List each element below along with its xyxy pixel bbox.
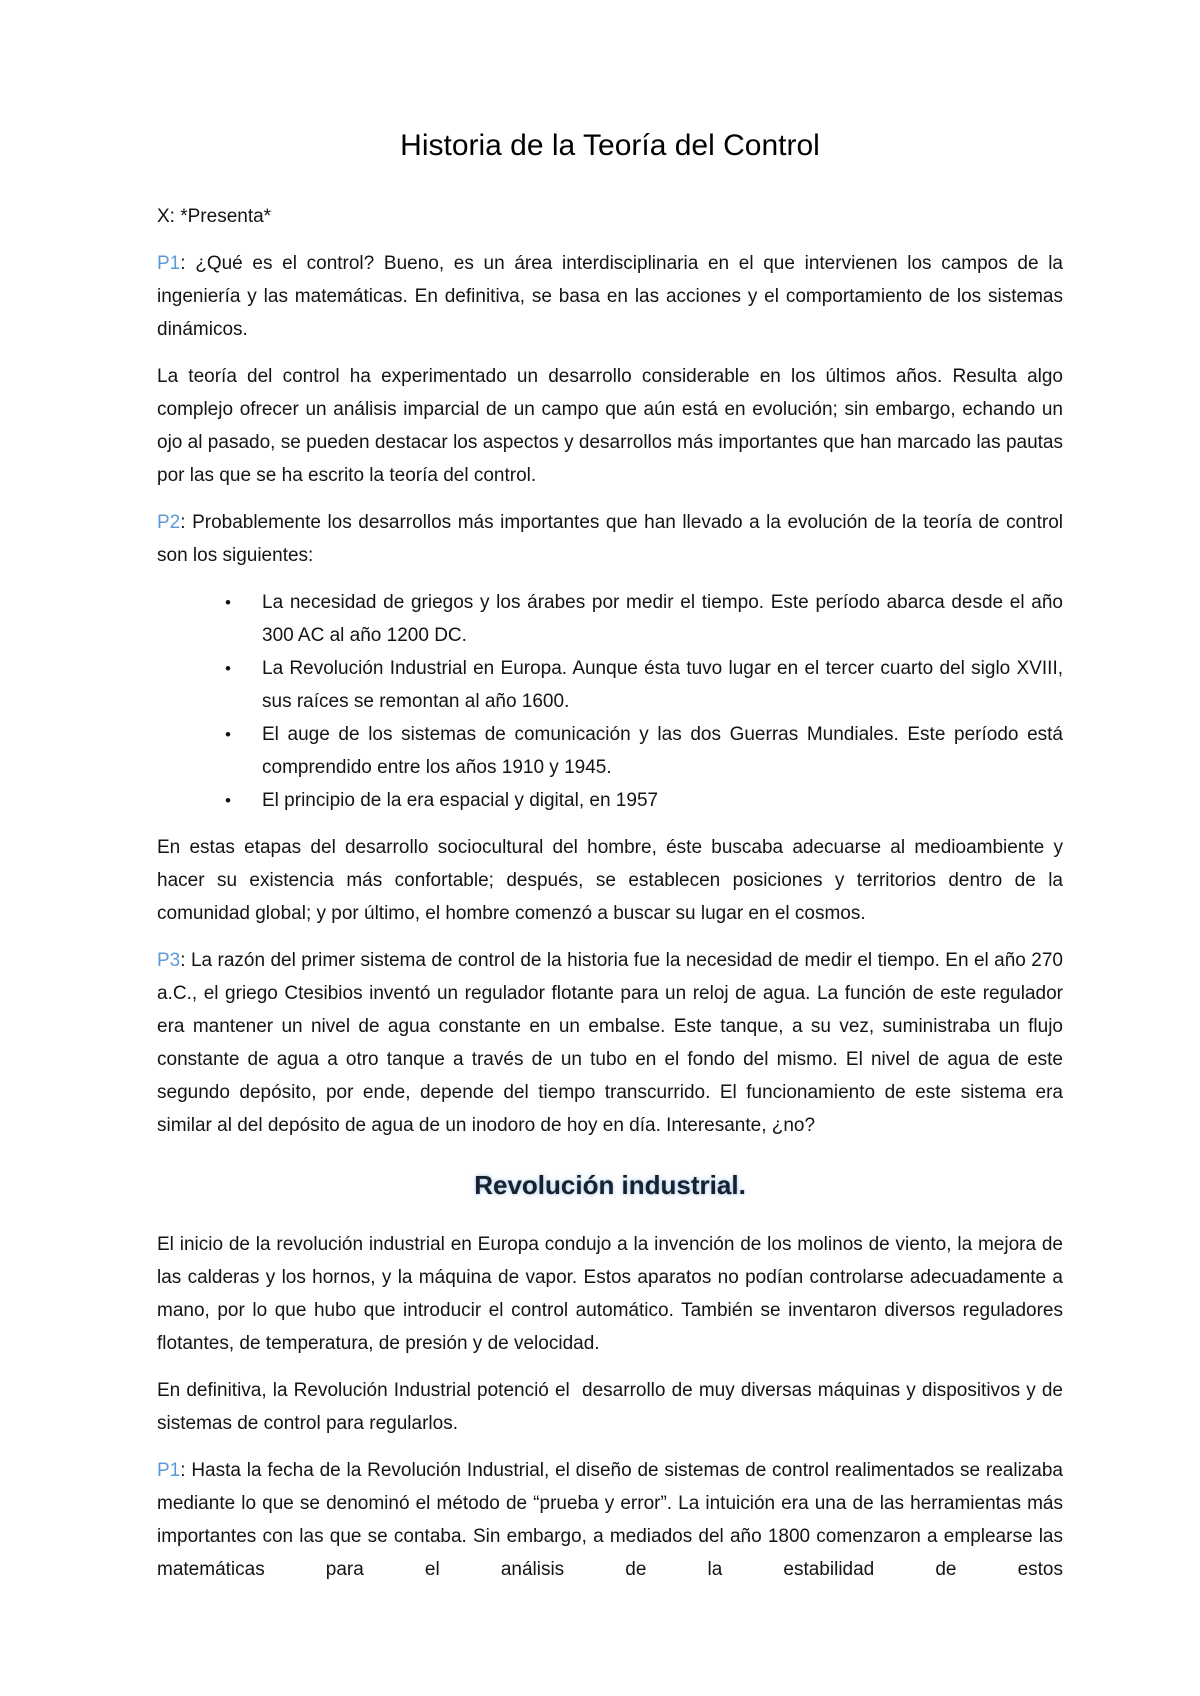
label-separator: : xyxy=(180,253,196,274)
paragraph-rev1 xyxy=(157,1228,1063,1360)
paragraph-label: P1 xyxy=(157,1460,181,1481)
label-separator: : xyxy=(180,950,191,971)
list-item-text: La necesidad de griegos y los árabes por medir el tiempo. Este período abarca desde el año 300 AC al año 1200 DC. xyxy=(262,592,1063,646)
label-separator: : xyxy=(180,512,193,533)
paragraph-rev2 xyxy=(157,1374,1063,1440)
paragraph-p2 xyxy=(157,506,1063,572)
paragraph-after-bullets xyxy=(157,831,1063,930)
paragraph-text: El inicio de la revolución industrial en Europa condujo a la invención de los molinos de viento, la mejora de las calderas y los hornos, y la máquina de vapor. Estos aparatos no podían controlarse adecuadamente a mano, por lo que hubo que introducir el control automático. También se inventaron diversos reguladores flotantes, de temperatura, de presión y de velocidad. xyxy=(157,1234,1063,1354)
paragraph-rev-p1 xyxy=(157,1454,1063,1586)
paragraph-text: La razón del primer sistema de control de la historia fue la necesidad de medir el tiempo. En el año 270 a.C., el griego Ctesibios inventó un regulador flotante para un reloj de agua. La función de este regulador era mantener un nivel de agua constante en un embalse. Este tanque, a su vez, suministraba un flujo constante de agua a otro tanque a través de un tubo en el fondo del mismo. El nivel de agua de este segundo depósito, por ende, depende del tiempo transcurrido. El funcionamiento de este sistema era similar al del depósito de agua de un inodoro de hoy en día. Interesante, ¿no? xyxy=(157,950,1063,1136)
paragraph-label: P3 xyxy=(157,950,181,971)
paragraph-text: La teoría del control ha experimentado un desarrollo considerable en los últimos años. Resulta algo complejo ofrecer un análisis imparcial de un campo que aún está en evolución; sin embargo, echando un ojo al pasado, se pueden destacar los aspectos y desarrollos más importantes que han marcado las pautas por las que se ha escrito la teoría del control. xyxy=(157,366,1063,486)
list-item xyxy=(225,586,1063,652)
paragraph-label: P2 xyxy=(157,512,181,533)
paragraph-text: En definitiva, la Revolución Industrial potenció el desarrollo de muy diversas máquinas y dispositivos y de sistemas de control para regularlos. xyxy=(157,1380,1063,1434)
section-heading-revolucion-industrial: Revolución industrial. xyxy=(474,1170,746,1200)
paragraph-text: En estas etapas del desarrollo sociocultural del hombre, éste buscaba adecuarse al medioambiente y hacer su existencia más confortable; después, se establecen posiciones y territorios dentro de la comunidad global; y por último, el hombre comenzó a buscar su lugar en el cosmos. xyxy=(157,837,1063,924)
bullet-icon: • xyxy=(225,725,231,744)
bullet-icon: • xyxy=(225,659,231,678)
paragraph-label: P1 xyxy=(157,253,181,274)
bullet-icon: • xyxy=(225,593,231,612)
list-item-text: La Revolución Industrial en Europa. Aunque ésta tuvo lugar en el tercer cuarto del siglo XVIII, sus raíces se remontan al año 1600. xyxy=(262,658,1063,712)
page-title: Historia de la Teoría del Control xyxy=(400,129,820,162)
list-item-text: El principio de la era espacial y digital, en 1957 xyxy=(262,790,659,811)
paragraph-text: Hasta la fecha de la Revolución Industrial, el diseño de sistemas de control realimentados se realizaba mediante lo que se denominó el método de “prueba y error”. La intuición era una de las herramientas más importantes con las que se contaba. Sin embargo, a mediados del año 1800 comenzaron a emplearse las matemáticas para el análisis de la estabilidad de estos xyxy=(157,1460,1063,1580)
paragraph-text: Probablemente los desarrollos más importantes que han llevado a la evolución de la teoría de control son los siguientes: xyxy=(157,512,1064,566)
list-item xyxy=(225,652,1063,718)
paragraph-text: ¿Qué es el control? Bueno, es un área interdisciplinaria en el que intervienen los campos de la ingeniería y las matemáticas. En definitiva, se basa en las acciones y el comportamiento de los sistemas dinámicos. xyxy=(157,253,1064,340)
list-item-text: El auge de los sistemas de comunicación y las dos Guerras Mundiales. Este período está comprendido entre los años 1910 y 1945. xyxy=(262,724,1063,778)
paragraph-intro2 xyxy=(157,360,1063,492)
bullet-list xyxy=(157,586,1063,817)
label-separator: : xyxy=(180,1460,192,1481)
bullet-icon: • xyxy=(225,791,231,810)
presenter-line xyxy=(157,200,1063,233)
presenter-line-text: X: *Presenta* xyxy=(157,206,272,227)
paragraph-p1 xyxy=(157,247,1063,346)
list-item xyxy=(225,784,1063,817)
paragraph-p3 xyxy=(157,944,1063,1142)
list-item xyxy=(225,718,1063,784)
